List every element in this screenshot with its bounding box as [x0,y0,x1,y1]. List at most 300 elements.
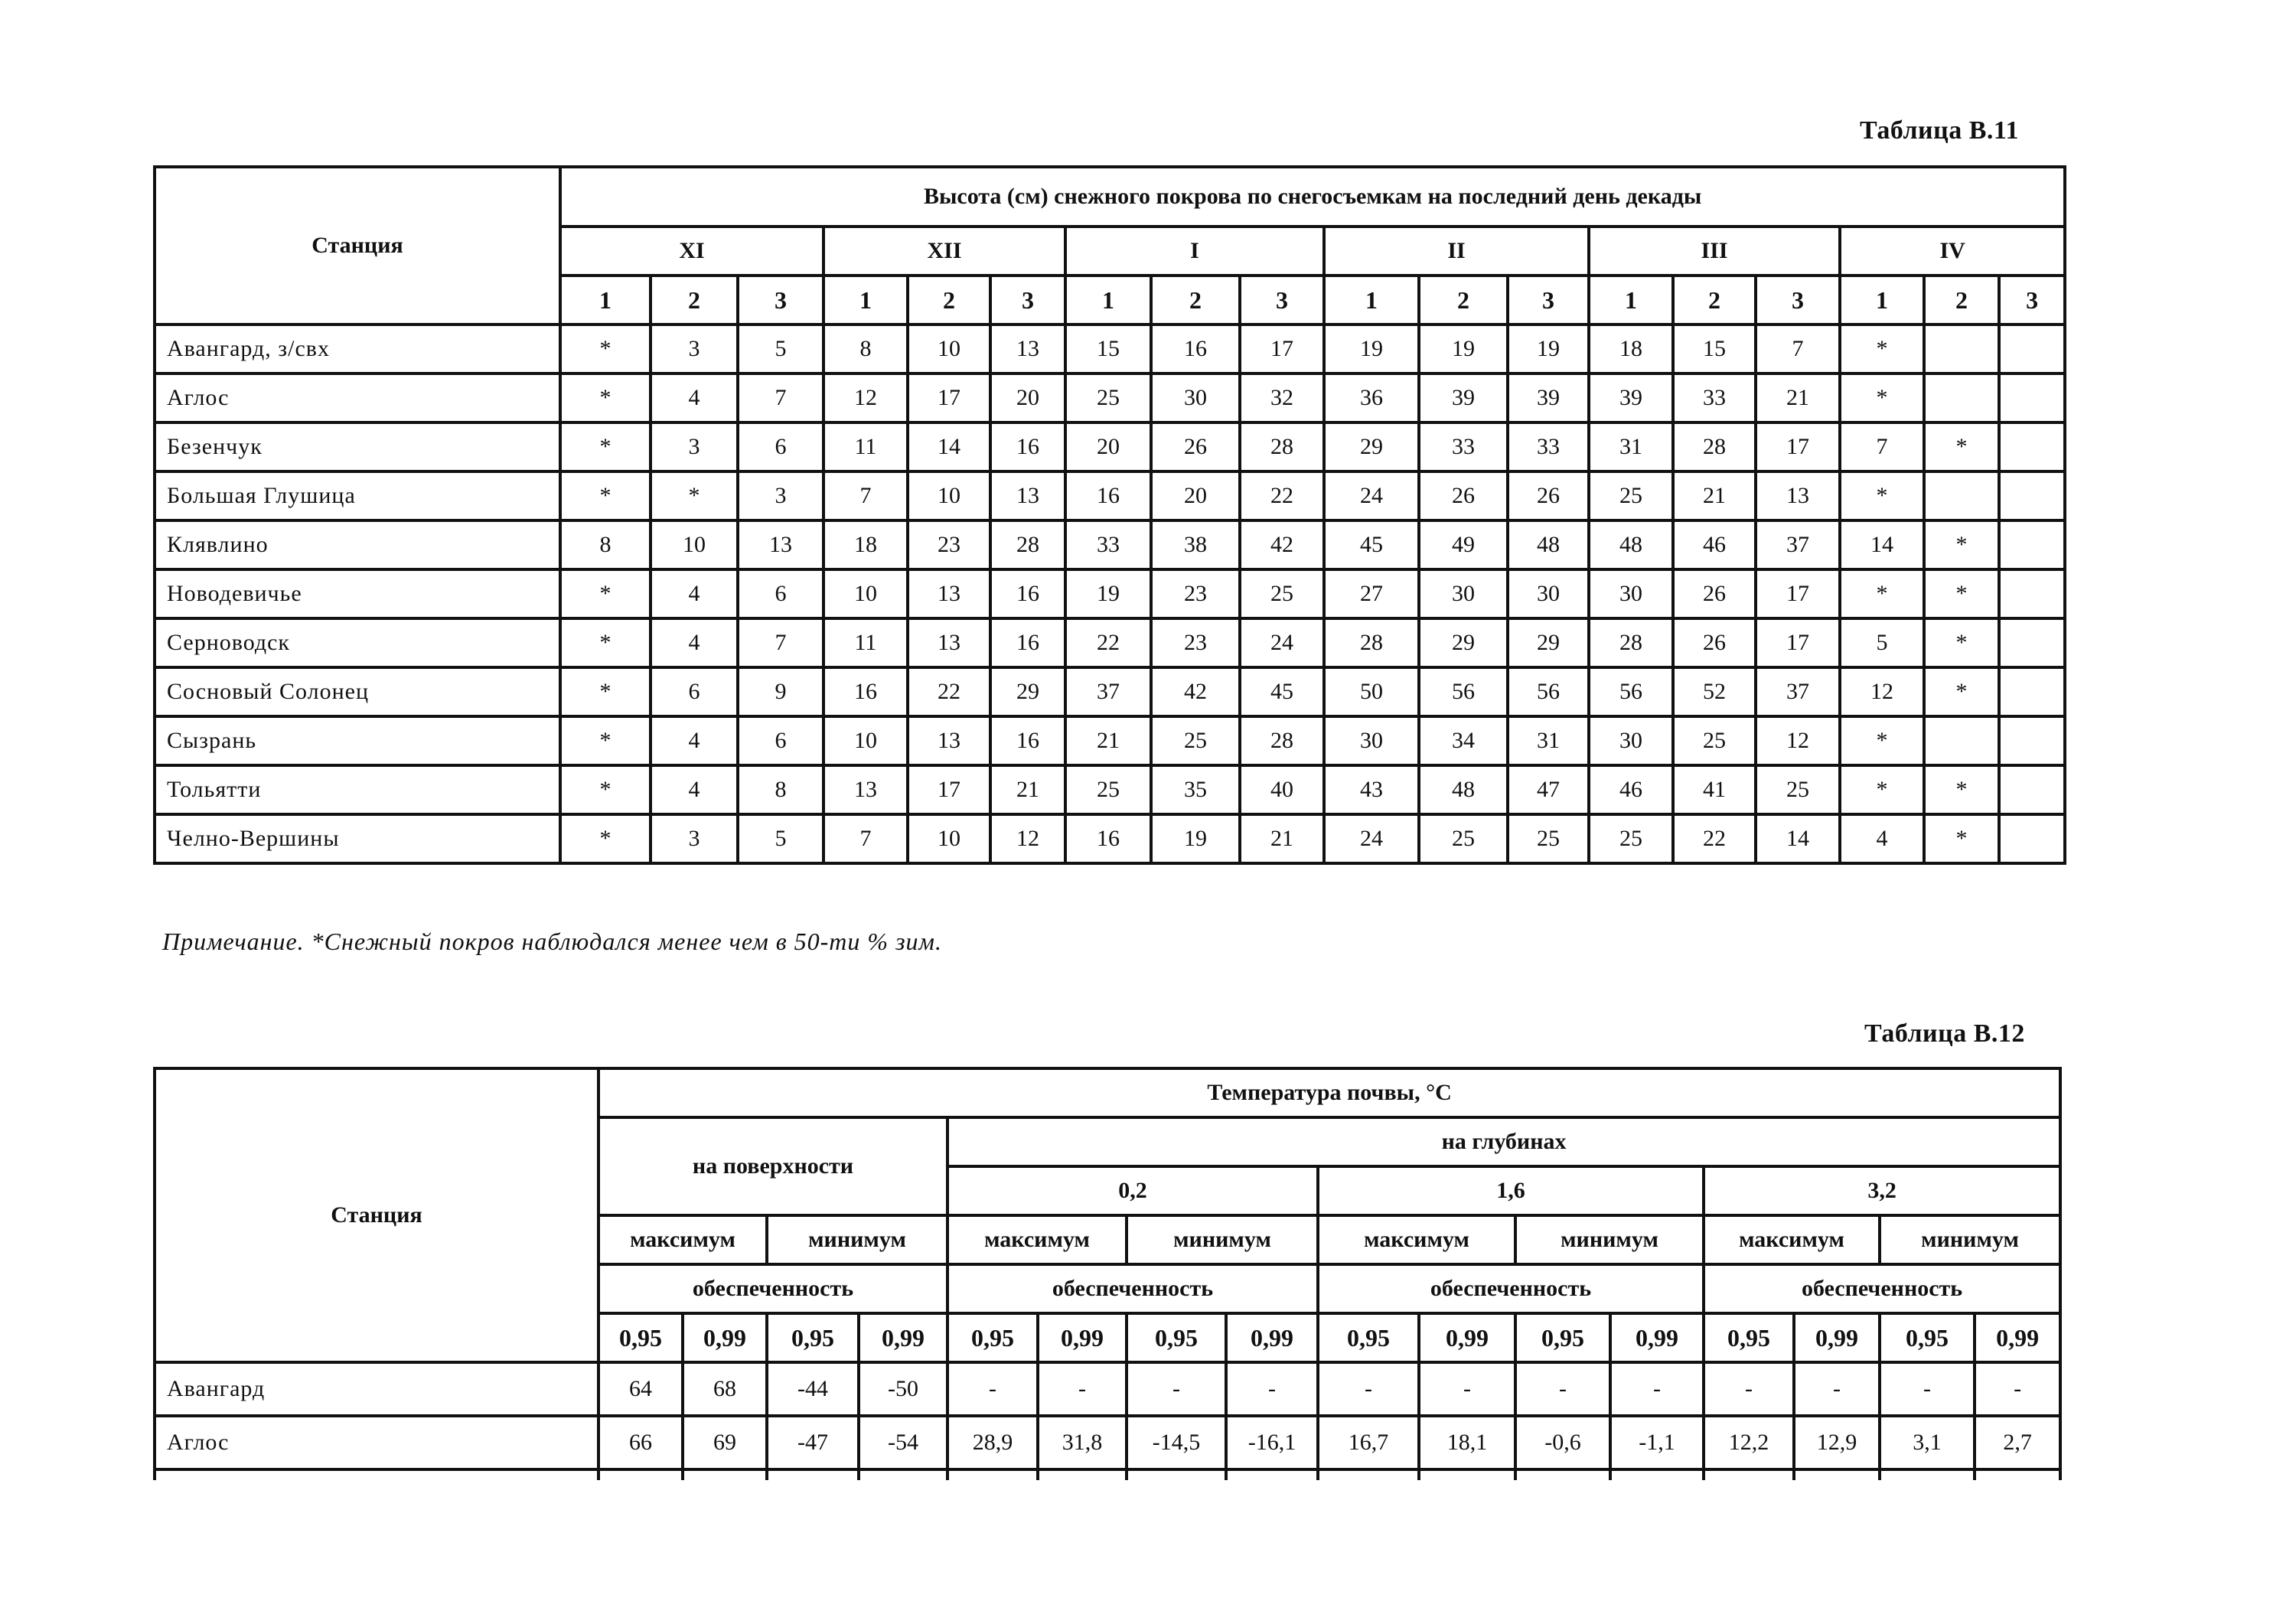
snow-height-cell: 45 [1240,667,1324,716]
snow-height-cell: 48 [1508,520,1589,569]
snow-height-cell: 10 [908,471,990,520]
soil-temperature-cell: -50 [859,1362,947,1416]
snow-height-cell: 20 [1151,471,1240,520]
snow-height-cell: 25 [1673,716,1756,765]
snow-height-cell: * [1924,520,1999,569]
snow-height-cell: 31 [1508,716,1589,765]
decade-header: 2 [651,276,738,324]
snow-height-cell: * [1840,716,1924,765]
snow-height-cell: 30 [1419,569,1508,618]
snow-height-cell: * [560,373,651,422]
depth-header: 1,6 [1318,1166,1704,1215]
empty-cell [767,1469,859,1480]
snow-height-cell: 6 [738,716,823,765]
empty-cell [1794,1469,1880,1480]
station-name: Аглос [155,373,560,422]
snow-height-cell: 28 [1324,618,1419,667]
table-row [155,471,2065,520]
snow-height-cell: 45 [1324,520,1419,569]
snow-height-cell: 24 [1240,618,1324,667]
snow-height-cell: 5 [738,324,823,373]
snow-height-cell: 22 [1065,618,1151,667]
table-row [155,716,2065,765]
snow-height-cell: 13 [990,471,1065,520]
minimum-header: минимум [1515,1215,1704,1264]
snow-height-cell: 6 [738,422,823,471]
soil-temperature-cell: 69 [683,1416,767,1469]
snow-height-cell: 25 [1589,814,1673,863]
snow-height-cell: 25 [1151,716,1240,765]
snow-height-cell: 16 [990,618,1065,667]
probability-value: 0,99 [859,1313,947,1362]
snow-height-cell: 31 [1589,422,1673,471]
snow-height-cell: 30 [1589,569,1673,618]
table-b11-caption: Таблица В.11 [1860,116,2020,145]
empty-cell [1704,1469,1794,1480]
snow-height-cell: 10 [823,716,908,765]
decade-header: 3 [1508,276,1589,324]
soil-temperature-cell: - [947,1362,1038,1416]
soil-temperature-cell: -14,5 [1127,1416,1226,1469]
station-column-header: Станция [155,1068,598,1362]
station-name: Новодевичье [155,569,560,618]
probability-value: 0,99 [1226,1313,1318,1362]
soil-temperature-cell: 16,7 [1318,1416,1419,1469]
snow-height-cell: 39 [1508,373,1589,422]
snow-height-cell: 29 [1324,422,1419,471]
month-header: XI [560,227,823,276]
soil-temperature-cell: 3,1 [1880,1416,1975,1469]
maximum-header: максимум [598,1215,767,1264]
snow-height-cell: 26 [1673,569,1756,618]
snow-height-cell: * [560,618,651,667]
empty-cell [598,1469,683,1480]
snow-height-cell: 8 [823,324,908,373]
snow-height-cell: 46 [1673,520,1756,569]
snow-height-cell: 10 [908,814,990,863]
soil-temperature-cell: - [1226,1362,1318,1416]
snow-height-cell: 28 [1673,422,1756,471]
station-name: Большая Глушица [155,471,560,520]
snow-height-cell [1999,765,2065,814]
probability-header: обеспеченность [1318,1264,1704,1313]
soil-temperature-cell: - [1038,1362,1127,1416]
decade-header: 2 [1419,276,1508,324]
snow-height-cell: 33 [1673,373,1756,422]
probability-value: 0,99 [1975,1313,2060,1362]
decade-header: 1 [1840,276,1924,324]
snow-height-cell: 23 [1151,618,1240,667]
table-row [155,520,2065,569]
snow-height-cell: 21 [1756,373,1840,422]
snow-height-cell: 14 [1756,814,1840,863]
maximum-header: максимум [1704,1215,1880,1264]
table-row [155,569,2065,618]
decade-header: 1 [1589,276,1673,324]
decade-header: 2 [1924,276,1999,324]
station-name: Аглос [155,1416,598,1469]
snow-height-cell: * [1840,765,1924,814]
station-name: Авангард, з/свх [155,324,560,373]
snow-height-cell: 25 [1756,765,1840,814]
snow-height-cell: 16 [990,716,1065,765]
soil-temperature-cell: - [1880,1362,1975,1416]
station-column-header: Станция [155,167,560,324]
soil-temperature-cell: -16,1 [1226,1416,1318,1469]
depths-header: на глубинах [947,1117,2060,1166]
snow-height-cell: * [1924,618,1999,667]
snow-height-cell: 13 [1756,471,1840,520]
empty-cell [1515,1469,1610,1480]
empty-cell [1880,1469,1975,1480]
snow-height-cell: 52 [1673,667,1756,716]
probability-value: 0,95 [1515,1313,1610,1362]
station-name: Челно-Вершины [155,814,560,863]
snow-height-cell: * [1840,324,1924,373]
decade-header: 3 [1756,276,1840,324]
snow-height-cell: 34 [1419,716,1508,765]
maximum-header: максимум [947,1215,1127,1264]
snow-height-cell: 10 [651,520,738,569]
empty-cell [155,1469,598,1480]
snow-height-cell: 48 [1419,765,1508,814]
snow-height-cell [1999,716,2065,765]
station-name: Сосновый Солонец [155,667,560,716]
snow-height-cell [1999,471,2065,520]
snow-height-cell: 25 [1065,373,1151,422]
minimum-header: минимум [1127,1215,1318,1264]
decade-header: 3 [1999,276,2065,324]
snow-height-cell [1999,618,2065,667]
snow-height-cell: 24 [1324,471,1419,520]
probability-value: 0,95 [598,1313,683,1362]
snow-height-cell: 49 [1419,520,1508,569]
probability-value: 0,95 [1880,1313,1975,1362]
soil-temperature-cell: 12,9 [1794,1416,1880,1469]
decade-header: 3 [990,276,1065,324]
station-name: Клявлино [155,520,560,569]
snow-height-cell: 21 [990,765,1065,814]
snow-height-cell: 16 [1065,814,1151,863]
month-header: III [1589,227,1840,276]
snow-height-cell: 17 [1756,618,1840,667]
snow-height-cell: 17 [1240,324,1324,373]
snow-height-cell: 42 [1240,520,1324,569]
snow-height-cell [1999,569,2065,618]
snow-height-cell: 6 [738,569,823,618]
snow-height-cell: 30 [1589,716,1673,765]
snow-height-cell: 41 [1673,765,1756,814]
probability-value: 0,95 [1318,1313,1419,1362]
snow-height-cell: 18 [1589,324,1673,373]
table-row [155,373,2065,422]
snow-height-cell [1924,373,1999,422]
snow-height-cell: * [1840,471,1924,520]
decade-header: 1 [823,276,908,324]
snow-height-cell: 3 [651,422,738,471]
snow-height-cell: 25 [1508,814,1589,863]
snow-height-cell: 43 [1324,765,1419,814]
decade-header: 3 [738,276,823,324]
snow-height-cell: 12 [1840,667,1924,716]
table-row [155,1362,2060,1416]
snow-height-cell: 21 [1673,471,1756,520]
snow-height-cell: * [1840,569,1924,618]
snow-height-cell: 14 [908,422,990,471]
snow-height-cell: 18 [823,520,908,569]
snow-height-cell: 10 [823,569,908,618]
soil-temperature-cell: - [1515,1362,1610,1416]
snow-height-cell: 4 [651,569,738,618]
snow-height-cell: 3 [738,471,823,520]
empty-cell [1419,1469,1515,1480]
snow-height-cell [1999,814,2065,863]
snow-height-cell: 16 [1065,471,1151,520]
snow-height-cell: 29 [1419,618,1508,667]
empty-cell [859,1469,947,1480]
snow-height-cell: 7 [738,618,823,667]
snow-height-cell: 22 [1240,471,1324,520]
snow-height-cell [1999,324,2065,373]
snow-height-cell: 37 [1756,667,1840,716]
station-name: Безенчук [155,422,560,471]
probability-value: 0,99 [1419,1313,1515,1362]
soil-temperature-cell: - [1127,1362,1226,1416]
station-name: Авангард [155,1362,598,1416]
empty-cell [1318,1469,1419,1480]
empty-cell [1975,1469,2060,1480]
soil-temperature-cell: -44 [767,1362,859,1416]
snow-height-cell: 28 [1240,716,1324,765]
snow-height-cell: 5 [738,814,823,863]
probability-header: обеспеченность [947,1264,1318,1313]
snow-height-cell: 4 [651,373,738,422]
snow-height-cell: 37 [1065,667,1151,716]
probability-value: 0,95 [1127,1313,1226,1362]
snow-height-cell: 16 [823,667,908,716]
snow-height-cell: * [560,814,651,863]
snow-height-cell: 56 [1419,667,1508,716]
month-header: XII [823,227,1065,276]
empty-cell [947,1469,1038,1480]
snow-height-cell: 17 [908,765,990,814]
snow-height-cell: 29 [990,667,1065,716]
probability-value: 0,99 [1794,1313,1880,1362]
probability-value: 0,95 [767,1313,859,1362]
empty-cell [1610,1469,1704,1480]
snow-height-cell: 13 [823,765,908,814]
snow-height-cell: 13 [908,569,990,618]
soil-temperature-cell: -0,6 [1515,1416,1610,1469]
snow-height-cell: 26 [1419,471,1508,520]
snow-height-cell: 4 [651,765,738,814]
snow-cover-table [153,165,2066,865]
snow-height-cell: * [560,471,651,520]
snow-height-cell: 46 [1589,765,1673,814]
decade-header: 2 [908,276,990,324]
snow-height-cell: 36 [1324,373,1419,422]
soil-temperature-cell: 64 [598,1362,683,1416]
snow-height-cell: * [560,667,651,716]
snow-height-cell: 23 [908,520,990,569]
soil-temperature-cell: -54 [859,1416,947,1469]
snow-height-cell: 21 [1065,716,1151,765]
snow-height-cell: 23 [1151,569,1240,618]
snow-height-cell: 4 [651,716,738,765]
snow-height-cell [1999,373,2065,422]
snow-height-cell: 33 [1508,422,1589,471]
soil-temperature-cell: 66 [598,1416,683,1469]
snow-height-cell: 3 [651,324,738,373]
snow-height-cell: * [1924,765,1999,814]
snow-height-cell: 16 [990,569,1065,618]
snow-height-cell: 16 [990,422,1065,471]
snow-height-cell: 22 [908,667,990,716]
snow-height-cell: 22 [1673,814,1756,863]
snow-height-cell: 48 [1589,520,1673,569]
snow-height-cell: 39 [1589,373,1673,422]
table-row [155,667,2065,716]
snow-height-cell: 24 [1324,814,1419,863]
probability-value: 0,99 [1038,1313,1127,1362]
minimum-header: минимум [1880,1215,2060,1264]
snow-height-cell: 42 [1151,667,1240,716]
snow-height-cell: 30 [1508,569,1589,618]
month-header: IV [1840,227,2065,276]
table-row [155,814,2065,863]
table-continuation-row [155,1469,2060,1480]
soil-temperature-cell: 68 [683,1362,767,1416]
empty-cell [1127,1469,1226,1480]
station-name: Серноводск [155,618,560,667]
decade-header: 1 [560,276,651,324]
snow-height-cell: 19 [1065,569,1151,618]
snow-height-cell: 30 [1324,716,1419,765]
snow-height-cell: 10 [908,324,990,373]
empty-cell [683,1469,767,1480]
snow-height-cell: 25 [1419,814,1508,863]
snow-height-cell: 9 [738,667,823,716]
probability-value: 0,99 [1610,1313,1704,1362]
decade-header: 2 [1151,276,1240,324]
snow-height-cell [1924,471,1999,520]
snow-height-cell: 7 [1840,422,1924,471]
snow-height-cell: 11 [823,422,908,471]
snow-height-cell: 7 [823,471,908,520]
snow-height-cell: 13 [990,324,1065,373]
snow-height-cell: 19 [1151,814,1240,863]
snow-height-cell: 4 [1840,814,1924,863]
snow-height-cell: 15 [1065,324,1151,373]
snow-height-cell: 26 [1508,471,1589,520]
snow-height-cell: 12 [990,814,1065,863]
snow-height-cell: 6 [651,667,738,716]
snow-height-cell: 32 [1240,373,1324,422]
decade-header: 1 [1065,276,1151,324]
soil-temperature-cell: 18,1 [1419,1416,1515,1469]
snow-height-cell: 28 [990,520,1065,569]
snow-height-cell: 13 [738,520,823,569]
month-header: I [1065,227,1324,276]
empty-cell [1226,1469,1318,1480]
snow-height-cell: 21 [1240,814,1324,863]
snow-height-cell: 15 [1673,324,1756,373]
snow-height-cell: 33 [1419,422,1508,471]
soil-temperature-header: Температура почвы, °С [598,1068,2060,1117]
soil-temperature-table [153,1067,2062,1480]
decade-header: 3 [1240,276,1324,324]
month-header: II [1324,227,1589,276]
soil-temperature-cell: -1,1 [1610,1416,1704,1469]
snow-height-cell: 16 [1151,324,1240,373]
soil-temperature-cell: 28,9 [947,1416,1038,1469]
soil-temperature-cell: - [1318,1362,1419,1416]
snow-height-cell: * [560,765,651,814]
probability-header: обеспеченность [1704,1264,2060,1313]
snow-height-cell: * [1924,569,1999,618]
snow-height-cell: 11 [823,618,908,667]
snow-height-cell: 28 [1589,618,1673,667]
snow-height-cell: 17 [1756,422,1840,471]
soil-temperature-cell: - [1419,1362,1515,1416]
snow-height-cell: 27 [1324,569,1419,618]
snow-height-cell: 5 [1840,618,1924,667]
soil-temperature-cell: - [1794,1362,1880,1416]
snow-height-cell: 29 [1508,618,1589,667]
snow-height-cell: 13 [908,618,990,667]
snow-height-cell: 39 [1419,373,1508,422]
snow-height-cell: * [560,422,651,471]
decade-header: 2 [1673,276,1756,324]
snow-height-cell: 19 [1324,324,1419,373]
table-b11-note: Примечание. *Снежный покров наблюдался менее чем в 50-ти % зим. [162,928,942,955]
table-row [155,422,2065,471]
snow-height-cell [1999,520,2065,569]
snow-height-cell: 7 [1756,324,1840,373]
table-row [155,765,2065,814]
snow-height-cell: 8 [560,520,651,569]
snow-height-cell: 38 [1151,520,1240,569]
probability-header: обеспеченность [598,1264,947,1313]
probability-value: 0,95 [947,1313,1038,1362]
table-b12-caption: Таблица В.12 [1864,1019,2025,1048]
snow-height-cell: 25 [1065,765,1151,814]
snow-height-cell: * [1924,422,1999,471]
table-row [155,1416,2060,1469]
snow-height-cell: 4 [651,618,738,667]
minimum-header: минимум [767,1215,947,1264]
snow-height-cell: 28 [1240,422,1324,471]
snow-height-cell: 3 [651,814,738,863]
snow-height-cell: 50 [1324,667,1419,716]
soil-temperature-cell: - [1975,1362,2060,1416]
snow-height-cell: 7 [823,814,908,863]
probability-value: 0,95 [1704,1313,1794,1362]
snow-height-cell: 17 [908,373,990,422]
snow-height-cell: * [1840,373,1924,422]
snow-height-cell: 30 [1151,373,1240,422]
snow-height-cell: 20 [1065,422,1151,471]
surface-header: на поверхности [598,1117,947,1215]
snow-height-cell: 25 [1240,569,1324,618]
snow-height-cell: * [560,569,651,618]
table-row [155,618,2065,667]
soil-temperature-cell: -47 [767,1416,859,1469]
station-name: Тольятти [155,765,560,814]
snow-height-cell: 56 [1508,667,1589,716]
snow-height-cell: 19 [1508,324,1589,373]
maximum-header: максимум [1318,1215,1515,1264]
